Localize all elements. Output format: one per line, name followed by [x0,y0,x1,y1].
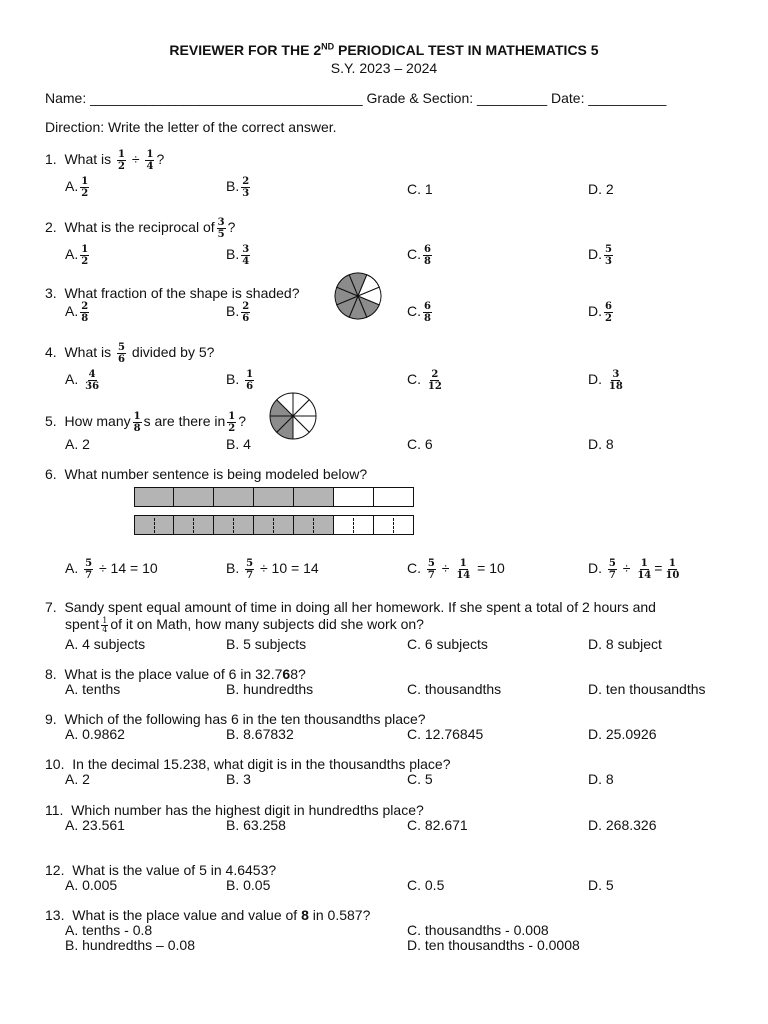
q6-number: 6. [45,466,57,482]
grade-field[interactable]: _________ [477,90,548,106]
strip-cell [214,487,254,507]
q12-option-c[interactable]: C. 0.5 [407,877,445,893]
q3-option-d[interactable]: D. $\frac{6}{2}$ [588,301,612,324]
strip-cell [374,515,414,535]
q9-option-c[interactable]: C. 12.76845 [407,726,484,742]
q5-circle-figure [268,391,318,441]
question-4 [45,342,214,365]
strip-cell [294,487,334,507]
q2-option-d[interactable]: D. $\frac{5}{3}$ [588,244,612,267]
q13-text-b: in 0.587? [312,907,371,923]
q11-number: 11. [45,802,64,818]
question-8 [45,666,306,682]
q8-option-b[interactable]: B. hundredths [226,681,314,697]
strip-cell [334,487,374,507]
strip-cell-divider [233,518,234,533]
q9-option-d[interactable]: D. 25.0926 [588,726,657,742]
question-2 [45,217,235,240]
question-11 [45,802,424,818]
q12-option-a[interactable]: A. 0.005 [65,877,118,893]
q11-option-b[interactable]: B. 63.258 [226,817,286,833]
q2-option-b[interactable]: B. $\frac{3}{4}$ [226,244,250,267]
strip-cell [374,487,414,507]
question-13 [45,907,370,923]
q5-option-d[interactable]: D. 8 [588,436,614,452]
q10-option-b[interactable]: B. 3 [226,771,251,787]
q13-option-c[interactable]: C. thousandths - 0.008 [407,922,549,938]
question-5 [45,411,246,434]
q11-option-a[interactable]: A. 23.561 [65,817,125,833]
q5-text-a: How many [64,413,131,430]
q12-text: What is the value of 5 in 4.6453? [72,862,277,878]
q10-option-d[interactable]: D. 8 [588,771,614,787]
q5-circle [270,393,316,439]
strip-cell [214,515,254,535]
q1-option-d[interactable]: D. 2 [588,181,614,197]
q6-model-strip-top [134,487,414,507]
strip-cell-divider [154,518,155,533]
q1-option-c[interactable]: C. 1 [407,181,433,197]
q12-number: 12. [45,862,65,878]
q6-option-b[interactable]: B. $\frac{5}{7}$ ÷ 10 = 14 [226,558,319,581]
name-label: Name: [45,90,87,106]
q9-option-b[interactable]: B. 8.67832 [226,726,294,742]
q4-text-b: divided by 5? [131,344,215,361]
q13-number: 13. [45,907,65,923]
q1-operator: ÷ [131,151,140,168]
q6-option-a[interactable]: A. $\frac{5}{7}$ ÷ 14 = 10 [65,558,158,581]
q2-fraction: $\frac{3}{5}$ [217,217,225,240]
q10-number: 10. [45,756,65,772]
question-7-line-2 [65,616,424,634]
q3-text: What fraction of the shape is shaded? [64,285,300,301]
q3-circle-figure [333,271,383,321]
q5-fraction-2: $\frac{1}{2}$ [228,411,236,434]
q9-text: Which of the following has 6 in the ten thousandths place? [64,711,426,727]
q8-bold-digit: 6 [282,666,291,682]
strip-cell [174,487,214,507]
q5-fraction-1: $\frac{1}{8}$ [133,411,141,434]
question-12 [45,862,276,878]
grade-label: Grade & Section: [366,90,474,106]
strip-cell [174,515,214,535]
strip-cell [294,515,334,535]
q8-option-a[interactable]: A. tenths [65,681,121,697]
q8-number: 8. [45,666,57,682]
q3-circle [335,273,381,319]
question-9 [45,711,426,727]
q4-option-b[interactable]: B. $\frac{1}{6}$ [226,369,254,392]
q1-text: What is [64,151,112,168]
q6-option-d[interactable]: D. $\frac{5}{7}$ ÷ $\frac{1}{14}$ = $\frac{1}{10}$ [588,558,680,581]
q4-fraction: $\frac{5}{6}$ [118,342,126,365]
q11-option-d[interactable]: D. 268.326 [588,817,657,833]
q8-option-c[interactable]: C. thousandths [407,681,502,697]
q11-option-c[interactable]: C. 82.671 [407,817,468,833]
q8-option-d[interactable]: D. ten thousandths [588,681,706,697]
direction-text: Direction: Write the letter of the correct answer. [45,119,337,135]
q3-option-a[interactable]: A. $\frac{2}{8}$ [65,301,89,324]
q7-number: 7. [45,599,57,615]
q12-option-d[interactable]: D. 5 [588,877,614,893]
strip-cell-divider [313,518,314,533]
q4-text-a: What is [64,344,112,361]
q13-bold-digit: 8 [301,907,309,923]
question-1 [45,149,164,172]
q10-option-c[interactable]: C. 5 [407,771,433,787]
q6-model-strip-bottom [134,515,414,535]
q9-number: 9. [45,711,57,727]
q13-option-d[interactable]: D. ten thousandths - 0.0008 [407,937,580,953]
q4-option-c[interactable]: C. $\frac{2}{12}$ [407,369,442,392]
student-info-line [45,90,666,106]
q2-end: ? [227,219,236,236]
strip-cell-divider [273,518,274,533]
q7-option-c[interactable]: C. 6 subjects [407,636,488,652]
q8-text-b: 8? [290,666,306,682]
q1-number: 1. [45,151,57,168]
q2-option-a[interactable]: A. $\frac{1}{2}$ [65,244,89,267]
strip-cell-divider [353,518,354,533]
q7-option-b[interactable]: B. 5 subjects [226,636,307,652]
strip-cell [134,487,174,507]
q1-option-b[interactable]: B. $\frac{2}{3}$ [226,176,250,199]
q13-option-b[interactable]: B. hundredths – 0.08 [65,937,195,953]
school-year: S.Y. 2023 – 2024 [330,60,438,76]
q3-number: 3. [45,285,57,301]
question-7-line-1 [45,599,656,615]
strip-cell [254,487,294,507]
q1-fraction-1: $\frac{1}{2}$ [118,149,126,172]
q4-option-d[interactable]: D. $\frac{3}{18}$ [588,369,623,392]
name-field[interactable]: ___________________________________ [90,90,363,106]
q7-fraction: $\frac{1}{4}$ [102,615,108,634]
q11-text: Which number has the highest digit in hundredths place? [71,802,424,818]
q5-number: 5. [45,413,57,430]
q5-end: ? [238,413,247,430]
date-field[interactable]: __________ [588,90,667,106]
title-post: PERIODICAL TEST IN MATHEMATICS 5 [334,42,599,58]
strip-cell [334,515,374,535]
q4-option-a[interactable]: A. $\frac{4}{36}$ [65,369,100,392]
q1-end: ? [156,151,165,168]
q10-text: In the decimal 15.238, what digit is in the thousandths place? [72,756,451,772]
q7-text-line-1: Sandy spent equal amount of time in doing all her homework. If she spent a total of 2 hours and [64,599,656,615]
question-10 [45,756,451,772]
page-title [0,42,768,58]
q5-option-a[interactable]: A. 2 [65,436,90,452]
q3-option-b[interactable]: B. $\frac{2}{6}$ [226,301,250,324]
q10-option-a[interactable]: A. 2 [65,771,90,787]
strip-cell-divider [393,518,394,533]
q3-option-c[interactable]: C. $\frac{6}{8}$ [407,301,431,324]
q2-number: 2. [45,219,57,236]
title-sup: ND [321,41,335,52]
q7-text-b: of it on Math, how many subjects did she work on? [110,616,424,632]
q6-option-c[interactable]: C. $\frac{5}{7}$ ÷ $\frac{1}{14}$ = 10 [407,558,505,581]
title-pre: REVIEWER FOR THE 2 [169,42,322,58]
question-3 [45,285,300,301]
q1-option-a[interactable]: A. $\frac{1}{2}$ [65,176,89,199]
strip-cell-divider [193,518,194,533]
question-6 [45,466,367,482]
q12-option-b[interactable]: B. 0.05 [226,877,271,893]
q1-fraction-2: $\frac{1}{4}$ [146,149,154,172]
q5-option-c[interactable]: C. 6 [407,436,433,452]
date-label: Date: [551,90,585,106]
q6-text: What number sentence is being modeled below? [64,466,368,482]
strip-cell [254,515,294,535]
strip-cell [134,515,174,535]
q2-option-c[interactable]: C. $\frac{6}{8}$ [407,244,431,267]
q7-option-a[interactable]: A. 4 subjects [65,636,146,652]
q2-text: What is the reciprocal of [64,219,215,236]
q13-text-a: What is the place value and value of [72,907,298,923]
q9-option-a[interactable]: A. 0.9862 [65,726,125,742]
q4-number: 4. [45,344,57,361]
q5-option-b[interactable]: B. 4 [226,436,251,452]
q13-option-a[interactable]: A. tenths - 0.8 [65,922,153,938]
q7-option-d[interactable]: D. 8 subject [588,636,662,652]
q7-text-a: spent [65,616,100,632]
q8-text-a: What is the place value of 6 in 32.7 [64,666,283,682]
q5-text-b: s are there in [143,413,226,430]
